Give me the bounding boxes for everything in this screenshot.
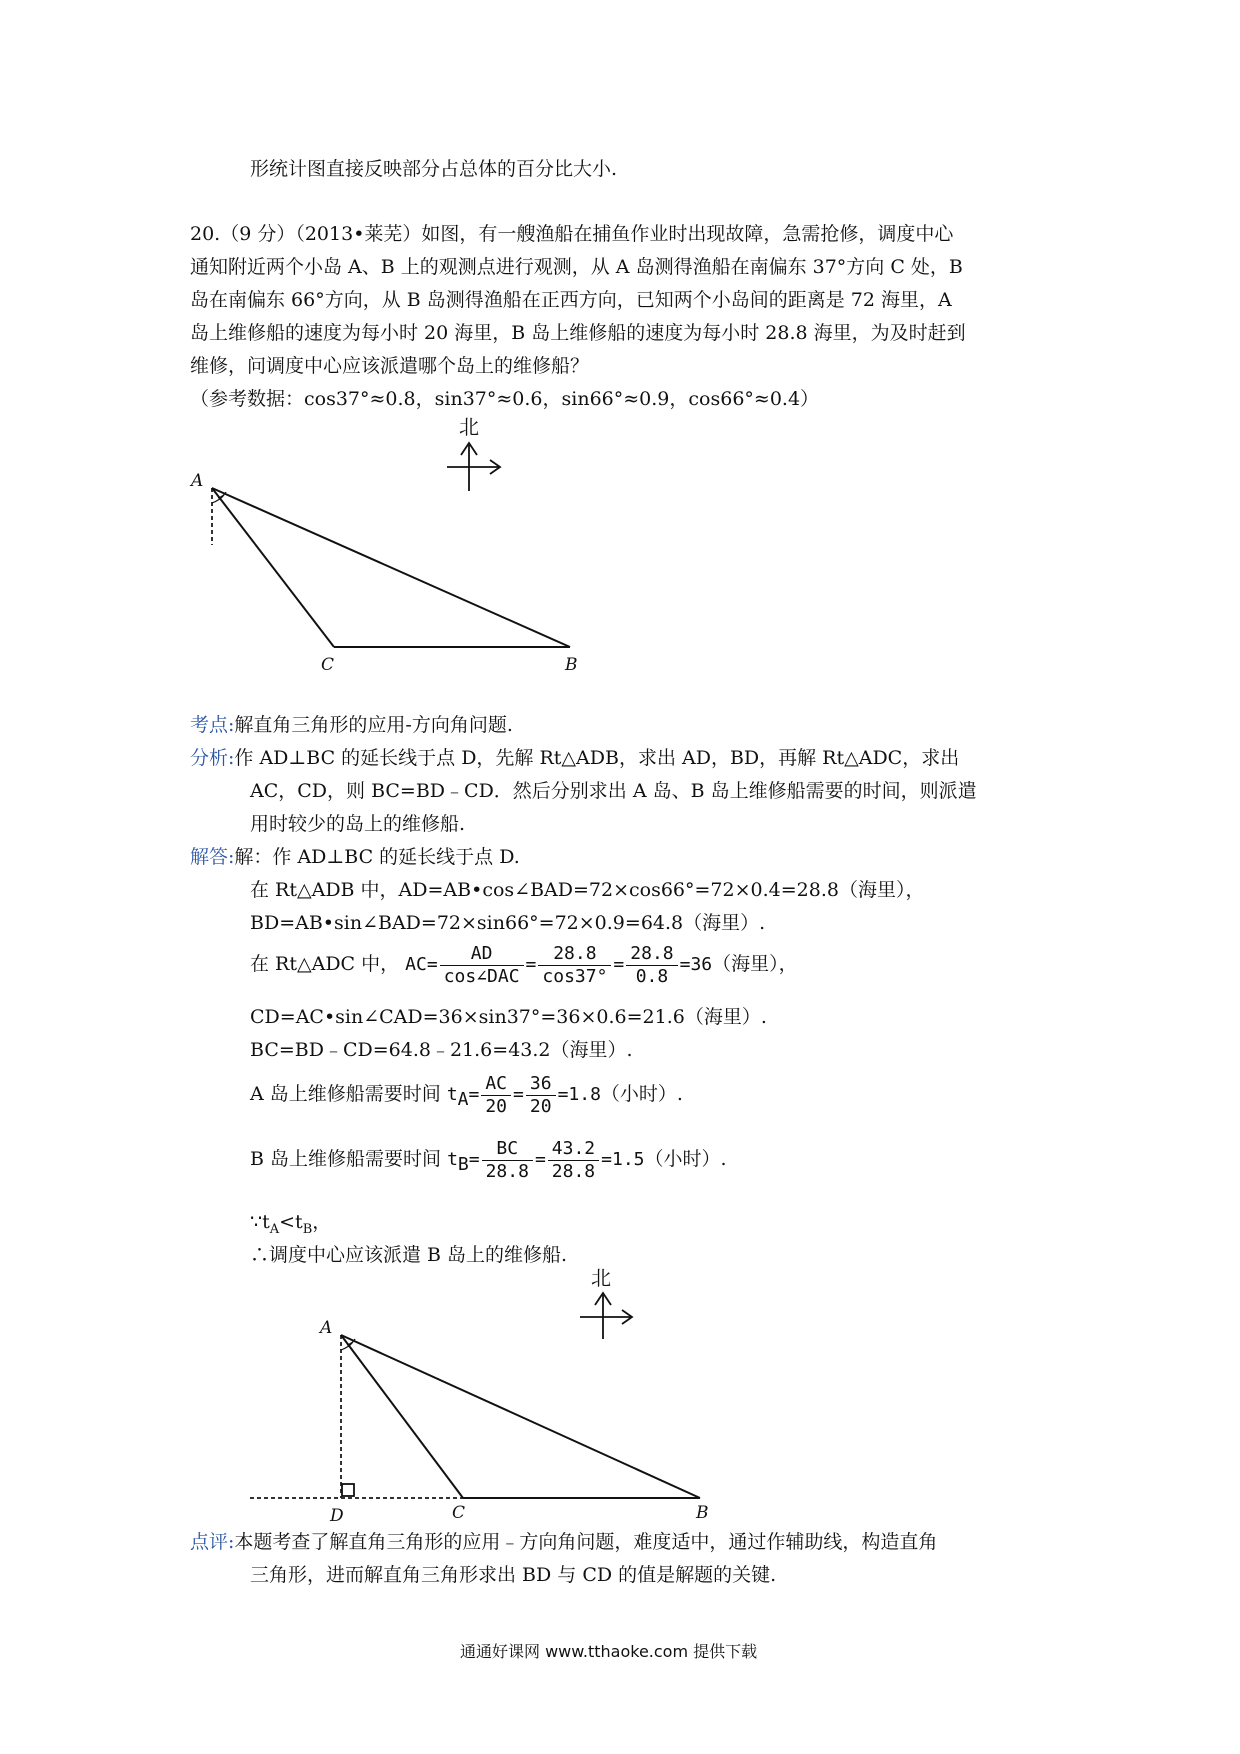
fenxi-line-1: 作 AD⊥BC 的延长线于点 D，先解 Rt△ADB，求出 AD，BD，再解 Rt△ADC，求出 [234, 747, 960, 769]
ta-unit: （小时）. [600, 1083, 683, 1105]
fraction-bc-288: $\frac{BC}{28.8}$ [482, 1138, 533, 1183]
right-angle-mark [342, 1484, 354, 1496]
tb-unit: （小时）. [644, 1148, 727, 1170]
problem-line-3: 岛在南偏东 66°方向，从 B 岛测得渔船在正西方向，已知两个小岛间的距离是 72 海里，A [190, 289, 952, 311]
ac-lhs: AC= [405, 954, 438, 975]
ac-formula-prefix: 在 Rt△ADC 中， [250, 953, 400, 975]
fenxi-label: 分析: [190, 747, 235, 769]
dianping-row [190, 1530, 937, 1554]
jieda-line-5: CD=AC•sin∠CAD=36×sin37°=36×0.6=21.6（海里）. [250, 1006, 767, 1028]
problem-line-2: 通知附近两个小岛 A、B 上的观测点进行观测，从 A 岛测得渔船在南偏东 37°方向 C 处，B [190, 256, 963, 278]
ta-formula-row: A 岛上维修船需要时间 $t_A=$ $\frac{AC}{20}$ = $\frac{36}{20}$ =1.8（小时）. [250, 1072, 683, 1117]
kaodian-label: 考点: [190, 714, 235, 736]
ac-formula-row: 在 Rt△ADC 中， AC= $\frac{AD}{\text{cos∠DAC}}$ = $\frac{28.8}{\cos 37^\circ}$ = $\frac{28.8}{0.8}$ =36（海里）， [250, 942, 798, 987]
point-c-label: C [452, 1503, 466, 1523]
problem-line-4: 岛上维修船的速度为每小时 20 海里，B 岛上维修船的速度为每小时 28.8 海里，为及时赶到 [190, 322, 966, 344]
point-a-label: A [191, 471, 204, 491]
kaodian-text: 解直角三角形的应用-方向角问题. [234, 714, 513, 736]
point-c-label: C [321, 655, 335, 675]
point-a-label: A [320, 1318, 333, 1338]
fraction-288-cos37: $\frac{28.8}{\cos 37^\circ}$ [538, 943, 611, 988]
fraction-432-288: $\frac{43.2}{28.8}$ [548, 1138, 599, 1183]
jieda-line-6: BC=BD﹣CD=64.8﹣21.6=43.2（海里）. [250, 1039, 633, 1061]
dianping-line-1: 本题考查了解直角三角形的应用﹣方向角问题，难度适中，通过作辅助线，构造直角 [234, 1531, 938, 1553]
problem-line-5: 维修，问调度中心应该派遣哪个岛上的维修船？ [190, 355, 590, 377]
dianping-label: 点评: [190, 1531, 235, 1553]
fenxi-line-3: 用时较少的岛上的维修船. [250, 813, 466, 835]
reference-data: （参考数据：cos37°≈0.8，sin37°≈0.6，sin66°≈0.9，cos66°≈0.4） [190, 388, 820, 410]
tb-formula-row: B 岛上维修船需要时间 $t_B=$ $\frac{BC}{28.8}$ = $\frac{43.2}{28.8}$ =1.5（小时）. [250, 1137, 727, 1182]
segment-ac [341, 1335, 463, 1498]
north-label: 北 [459, 415, 479, 439]
footer-text: 通通好课网 www.tthaoke.com 提供下载 [460, 1642, 758, 1661]
fraction-ac-20: $\frac{AC}{20}$ [481, 1073, 511, 1118]
conclusion-line: ∴调度中心应该派遣 B 岛上的维修船. [250, 1244, 568, 1266]
point-b-label: B [565, 655, 578, 675]
problem-line-1: 20.（9 分）（2013•莱芜）如图，有一艘渔船在捕鱼作业时出现故障，急需抢修，调度中心 [190, 223, 954, 245]
jieda-line-1: 解：作 AD⊥BC 的延长线于点 D. [234, 846, 520, 868]
north-compass-2 [580, 1266, 632, 1339]
point-b-label: B [696, 1503, 709, 1523]
point-d-label: D [330, 1506, 344, 1526]
fraction-36-20: $\frac{36}{20}$ [526, 1073, 556, 1118]
north-label: 北 [591, 1266, 611, 1290]
tb-prefix: B 岛上维修船需要时间 [250, 1148, 442, 1170]
jieda-line-2: 在 Rt△ADB 中，AD=AB•cos∠BAD=72×cos66°=72×0.4=28.8（海里）， [250, 879, 925, 901]
ta-prefix: A 岛上维修船需要时间 [250, 1083, 441, 1105]
fenxi-line-2: AC，CD，则 BC=BD﹣CD．然后分别求出 A 岛、B 岛上维修船需要的时间，则派遣 [250, 780, 977, 802]
jieda-label: 解答: [190, 846, 235, 868]
jieda-line-3: BD=AB•sin∠BAD=72×sin66°=72×0.9=64.8（海里）. [250, 912, 766, 934]
because-line: $\because t_A<t_B$， [250, 1211, 332, 1237]
ac-unit: （海里）， [712, 953, 798, 975]
segment-ab [341, 1335, 700, 1498]
fraction-288-08: $\frac{28.8}{0.8}$ [626, 943, 677, 988]
dianping-line-2: 三角形，进而解直角三角形求出 BD 与 CD 的值是解题的关键. [250, 1564, 777, 1586]
previous-answer-tail: 形统计图直接反映部分占总体的百分比大小. [250, 158, 618, 180]
fraction-ad-cosdac: $\frac{AD}{\text{cos∠DAC}}$ [440, 943, 524, 988]
